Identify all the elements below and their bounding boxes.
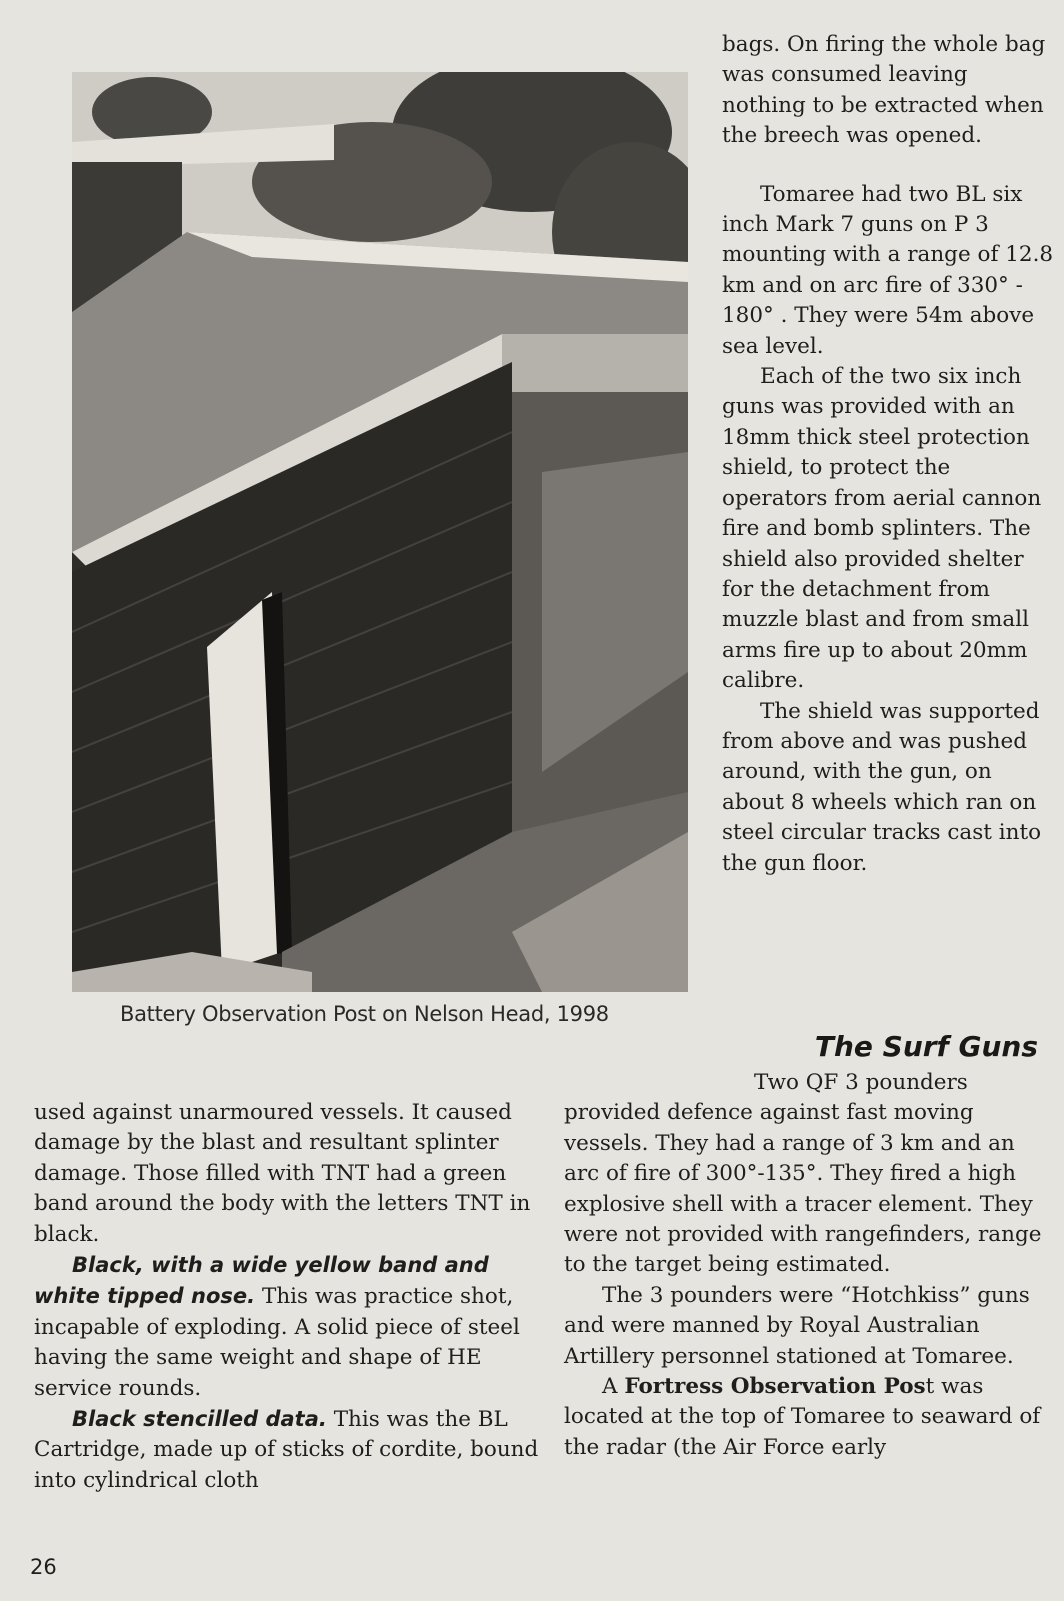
- paragraph-text: t was located at the top of Tomaree to seaward of the radar (the Air Force early: [564, 1374, 1041, 1460]
- paragraph: Each of the two six inch guns was provided with an 18mm thick steel protection shield, to protect the operators from aerial cannon fire and bomb splinters. The shield also provided shelter for the detachment from muzzle blast and from small arms fire up to about 20mm calibre.: [722, 364, 1042, 694]
- bottom-right-column-text: [564, 1068, 1054, 1463]
- bottom-left-column-text: [34, 1098, 544, 1496]
- paragraph: used against unarmoured vessels. It caused damage by the blast and resultant splinter damage. Those filled with TNT had a green band around the body with the letters TNT in black.: [34, 1100, 531, 1247]
- right-column-text: [722, 30, 1057, 879]
- paragraph: Two QF 3 pounders provided defence against fast moving vessels. They had a range of 3 km and an arc of fire of 300°-135°. They fired a high explosive shell with a tracer element. They were not provided with rangefinders, range to the target being estimated.: [564, 1070, 1042, 1278]
- bold-term: Fortress Observation Pos: [624, 1374, 926, 1400]
- paragraph: [34, 1404, 544, 1496]
- battery-observation-post-photo: [72, 72, 688, 992]
- emphasis-lead: Black stencilled data.: [72, 1407, 327, 1432]
- paragraph: bags. On firing the whole bag was consumed leaving nothing to be extracted when the breech was opened.: [722, 32, 1046, 149]
- paragraph: [34, 1250, 544, 1404]
- paragraph: The shield was supported from above and was pushed around, with the gun, on about 8 wheels which ran on steel circular tracks cast into the gun floor.: [722, 698, 1042, 876]
- paragraph: Tomaree had two BL six inch Mark 7 guns on P 3 mounting with a range of 12.8 km and on arc fire of 330° - 180° . They were 54m above sea level.: [722, 181, 1054, 359]
- page-number: 26: [30, 1555, 57, 1579]
- paragraph: The 3 pounders were “Hotchkiss” guns and were manned by Royal Australian Artillery personnel stationed at Tomaree.: [564, 1282, 1030, 1369]
- emphasis-lead: Black, with a wide yellow band and white tipped nose.: [34, 1253, 489, 1309]
- section-heading: The Surf Guns: [814, 1030, 1038, 1063]
- paragraph: [564, 1372, 1054, 1463]
- paragraph-text: This was practice shot, incapable of exploding. A solid piece of steel having the same weight and shape of HE service rounds.: [34, 1284, 520, 1401]
- photo-caption: Battery Observation Post on Nelson Head, 1998: [120, 1002, 609, 1026]
- paragraph-text: This was the BL Cartridge, made up of sticks of cordite, bound into cylindrical cloth: [34, 1407, 539, 1493]
- paragraph-text: A: [602, 1374, 625, 1400]
